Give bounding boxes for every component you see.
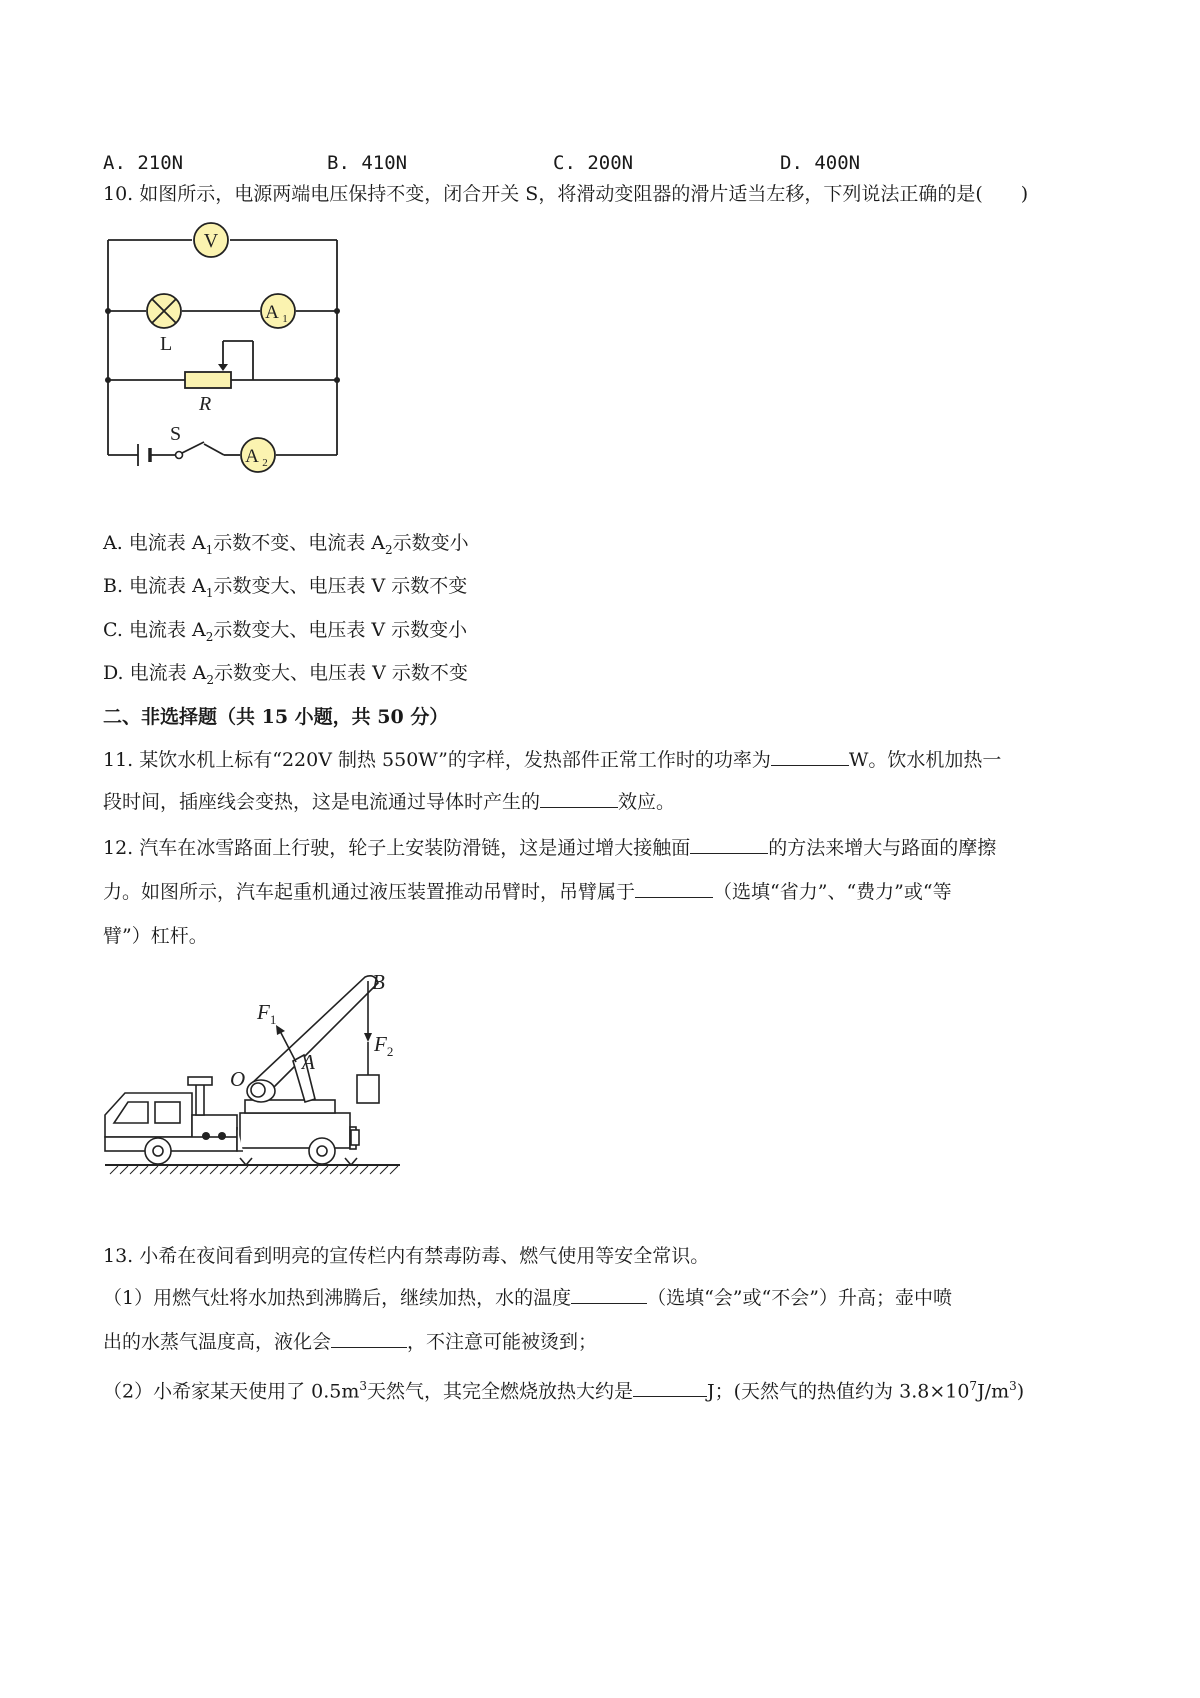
label-o: O [230, 1067, 246, 1091]
svg-text:1: 1 [282, 313, 288, 325]
crane-body [237, 1100, 359, 1151]
label-f2: $F_2$ [374, 1032, 394, 1059]
voltmeter-icon [194, 223, 228, 257]
answer-blank[interactable] [331, 1347, 407, 1348]
svg-text:A: A [245, 446, 259, 467]
rheostat-icon [185, 372, 231, 388]
f2-arrow-icon [364, 1033, 372, 1042]
q9-option-c: C. 200N [553, 152, 634, 174]
load-block [357, 1075, 379, 1103]
q9-option-b: B. 410N [327, 152, 408, 174]
section-title: 二、非选择题（共 15 小题，共 50 分） [103, 706, 449, 728]
svg-text:A: A [265, 302, 279, 323]
label-f1: $F_1$ [257, 1000, 277, 1027]
q13-stem: 13. 小希在夜间看到明亮的宣传栏内有禁毒防毒、燃气使用等安全常识。 [103, 1245, 710, 1267]
ground-hatch [110, 1166, 398, 1174]
q10-option-a: A. 电流表 $A_1$示数不变、电流表 $A_2$示数变小 [103, 532, 469, 557]
answer-blank[interactable] [540, 807, 618, 808]
q10-option-d: D. 电流表 $A_2$示数变大、电压表 V 示数不变 [103, 662, 468, 687]
q12-line3: 臂”）杠杆。 [103, 925, 208, 947]
lamp-icon [147, 294, 181, 328]
answer-blank[interactable] [771, 765, 849, 766]
label-a: A [302, 1050, 315, 1074]
q13-part2: （2）小希家某天使用了 $0.5m^3$天然气，其完全燃烧放热大约是 J；(天然气的热值约为 $3.8\times 10^7J/m^3$) [103, 1379, 1025, 1403]
q12-line1: 12. 汽车在冰雪路面上行驶，轮子上安装防滑链，这是通过增大接触面 的方法来增大与路面的摩擦 [103, 837, 997, 859]
ammeter-a2-icon [241, 438, 275, 472]
label-b: B [372, 970, 385, 994]
q10-stem: 10. 如图所示，电源两端电压保持不变，闭合开关 S，将滑动变阻器的滑片适当左移，下列说法正确的是( ) [103, 183, 1029, 205]
battery-icon [138, 444, 150, 466]
switch-label: S [170, 423, 182, 445]
q10-option-c: C. 电流表 $A_2$示数变大、电压表 V 示数变小 [103, 619, 468, 644]
answer-blank[interactable] [571, 1303, 647, 1304]
lamp-label: L [160, 333, 173, 355]
q10-option-b: B. 电流表 $A_1$示数变大、电压表 V 示数不变 [103, 575, 468, 600]
resistor-label: R [199, 393, 212, 415]
answer-blank[interactable] [690, 853, 768, 854]
q10-circuit-diagram [100, 218, 350, 478]
svg-text:V: V [203, 230, 219, 252]
q12-crane-diagram [100, 965, 410, 1180]
q9-option-d: D. 400N [780, 152, 861, 174]
q9-option-a: A. 210N [103, 152, 184, 174]
answer-blank[interactable] [633, 1396, 707, 1397]
q11-line1: 11. 某饮水机上标有“220V 制热 550W”的字样，发热部件正常工作时的功率为 W。饮水机加热一 [103, 749, 1002, 771]
ammeter-a1-icon [261, 294, 295, 328]
q11-line2: 段时间，插座线会变热，这是电流通过导体时产生的 效应。 [103, 791, 676, 813]
answer-blank[interactable] [635, 897, 713, 898]
q13-part1-line1: （1）用燃气灶将水加热到沸腾后，继续加热，水的温度 （选填“会”或“不会”）升高；壶中喷 [103, 1287, 952, 1309]
q13-part1-line2: 出的水蒸气温度高，液化会 ，不注意可能被烫到； [103, 1331, 598, 1353]
truck-cab [105, 1077, 237, 1151]
svg-text:2: 2 [262, 457, 268, 469]
slider-arrow-icon [218, 364, 228, 371]
q12-line2: 力。如图所示，汽车起重机通过液压装置推动吊臂时，吊臂属于 （选填“省力”、“费力”或“等 [103, 881, 952, 903]
